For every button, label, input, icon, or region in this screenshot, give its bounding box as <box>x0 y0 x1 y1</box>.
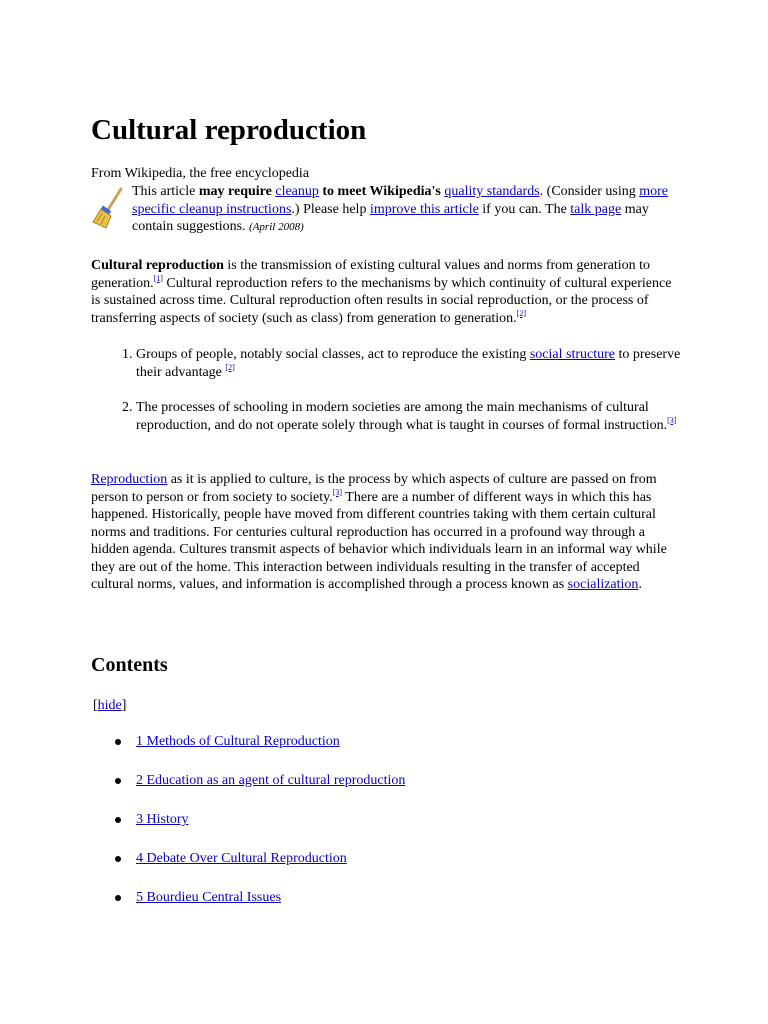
notice-text-4: if you can. The <box>478 201 571 217</box>
reference-1-link[interactable]: [1] <box>153 273 163 283</box>
cleanup-link[interactable]: cleanup <box>275 184 319 199</box>
socialization-link[interactable]: socialization <box>567 577 639 592</box>
improve-article-link[interactable]: improve this article <box>369 201 479 217</box>
notice-text-5: may contain suggestions. <box>132 201 649 234</box>
broom-icon <box>91 187 125 229</box>
reproduction-text-1: as it is applied to culture, is the process by which aspects of culture are passed on from person to person or from society to society. <box>91 472 657 505</box>
reference-3-link[interactable]: [3] <box>332 487 343 497</box>
contents-heading: Contents <box>91 654 168 676</box>
reference-2-link[interactable]: [2] <box>516 308 527 318</box>
reproduction-text-2: There are a number of different ways in which this has happened. Historically, people have moved from different countries taking with them certain cultural norms and traditions. For centuries cultural reproduction has occurred in a profound way through a hidden agenda. Cultures transmit aspects of behavior which individuals learn in an informal way while they are out of the home. This interaction between individuals resulting in the transfer of accepted cultural norms, values, and information is accomplished through a process known as <box>91 489 667 592</box>
point-1-reference-link[interactable]: [2] <box>225 362 235 372</box>
tagline: From Wikipedia, the free encyclopedia <box>91 166 310 181</box>
page-title: Cultural reproduction <box>91 114 367 146</box>
toc-link-methods[interactable]: 1 Methods of Cultural Reproduction <box>136 734 340 749</box>
toc-toggle <box>93 697 126 715</box>
intro-text-2: Cultural reproduction refers to the mechanisms by which continuity of cultural experience is sustained across time. Cultural reproduction often results in social reproduction, or the process of transferring aspects of society (such as class) from generation to generation. <box>91 275 672 326</box>
intro-bold-term: Cultural reproduction <box>91 258 224 273</box>
notice-bold-1: may require <box>198 184 276 199</box>
list-item <box>136 399 696 434</box>
table-of-contents <box>91 733 405 928</box>
toc-link-debate[interactable]: 4 Debate Over Cultural Reproduction <box>136 851 347 866</box>
intro-paragraph <box>91 257 683 327</box>
quality-standards-link[interactable]: quality standards <box>444 184 540 199</box>
social-structure-link[interactable]: social structure <box>529 347 615 362</box>
notice-text <box>132 183 681 237</box>
hide-toc-link[interactable]: hide <box>97 698 122 713</box>
toc-item <box>136 850 405 889</box>
reproduction-link[interactable]: Reproduction <box>91 472 168 487</box>
point-2-text: The processes of schooling in modern societies are among the main mechanisms of cultural reproduction, and do not operate solely through what is taught in courses of formal instruction. <box>136 400 668 433</box>
notice-bold-2: to meet Wikipedia's <box>318 184 445 199</box>
list-item <box>136 346 696 381</box>
point-2-reference-link[interactable]: [3] <box>667 415 677 425</box>
toc-bracket-open: [ <box>93 698 98 713</box>
toc-item <box>136 733 405 772</box>
reproduction-paragraph <box>91 471 683 594</box>
notice-date: (April 2008) <box>249 221 304 233</box>
point-1-text-1: Groups of people, notably social classes, act to reproduce the existing <box>136 347 530 362</box>
point-1-text-2: to preserve their advantage <box>136 347 681 380</box>
notice-text-1: This article <box>132 184 199 199</box>
talk-page-link[interactable]: talk page <box>570 201 622 217</box>
toc-item <box>136 811 405 850</box>
intro-text-1: is the transmission of existing cultural values and norms from generation to generation. <box>91 258 651 291</box>
reproduction-text-3: . <box>638 577 642 592</box>
toc-item <box>136 889 405 928</box>
cleanup-instructions-link[interactable]: more specific cleanup instructions <box>132 184 668 217</box>
numbered-list <box>91 346 696 452</box>
toc-link-history[interactable]: 3 History <box>136 812 189 827</box>
toc-link-education[interactable]: 2 Education as an agent of cultural reproduction <box>136 773 406 788</box>
toc-bracket-close: ] <box>121 698 127 713</box>
toc-link-bourdieu[interactable]: 5 Bourdieu Central Issues <box>136 890 282 905</box>
notice-text-2: . (Consider using <box>539 184 640 199</box>
toc-item <box>136 772 405 811</box>
cleanup-notice <box>91 183 681 237</box>
notice-text-3: .) Please help <box>291 201 370 217</box>
